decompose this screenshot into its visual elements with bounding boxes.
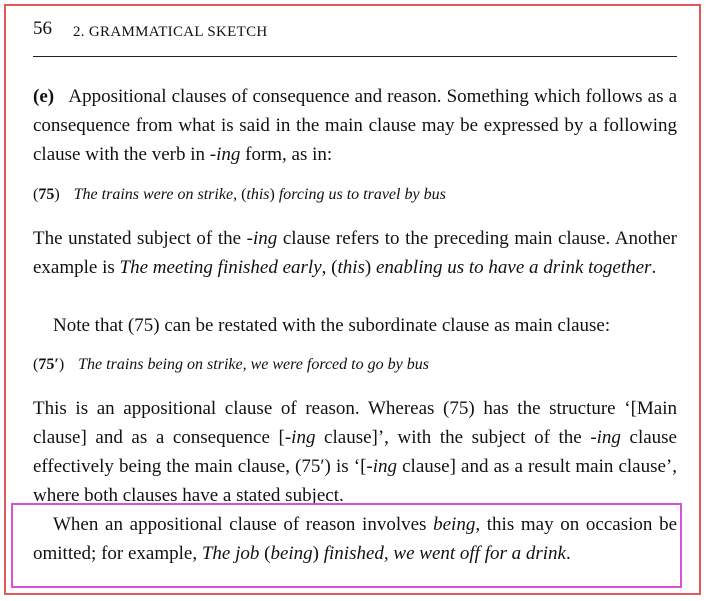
example-75-prime: (75′) The trains being on strike, we were forced to go by bus (33, 356, 429, 373)
example-number: 75 (38, 186, 55, 203)
page-number: 56 (33, 18, 52, 39)
example-number: 75′ (38, 356, 59, 373)
page-header (33, 16, 677, 57)
paragraph-restated: Note that (75) can be restated with the subordinate clause as main clause: (53, 315, 611, 336)
section-label: (e) (33, 86, 55, 107)
paragraph-being-omitted: When an appositional clause of reason involves being, this may on occasion be omitted; for example, The job (being) finished, we went off for a drink. (33, 514, 677, 564)
running-head: 2. GRAMMATICAL SKETCH (73, 24, 268, 40)
document-page (4, 4, 701, 595)
paragraph-e: (e) Appositional clauses of consequence and reason. Something which follows as a consequence from what is said in the main clause may be expressed by a following clause with the verb in -ing form, as in: (33, 86, 678, 165)
example-75: (75) The trains were on strike, (this) forcing us to travel by bus (33, 186, 446, 203)
paragraph-unstated-subject: The unstated subject of the -ing clause refers to the preceding main clause. Another example is The meeting finished early, (this) enabling us to have a drink together. (33, 228, 677, 278)
paragraph-appositional-reason: This is an appositional clause of reason. Whereas (75) has the structure ‘[Main clause] and as a consequence [-ing clause]’, with the subject of the -ing clause effectively being the main clause, (75′) is ‘[-ing clause] and as a result main clause’, where both clauses have a stated subject. (33, 398, 678, 506)
